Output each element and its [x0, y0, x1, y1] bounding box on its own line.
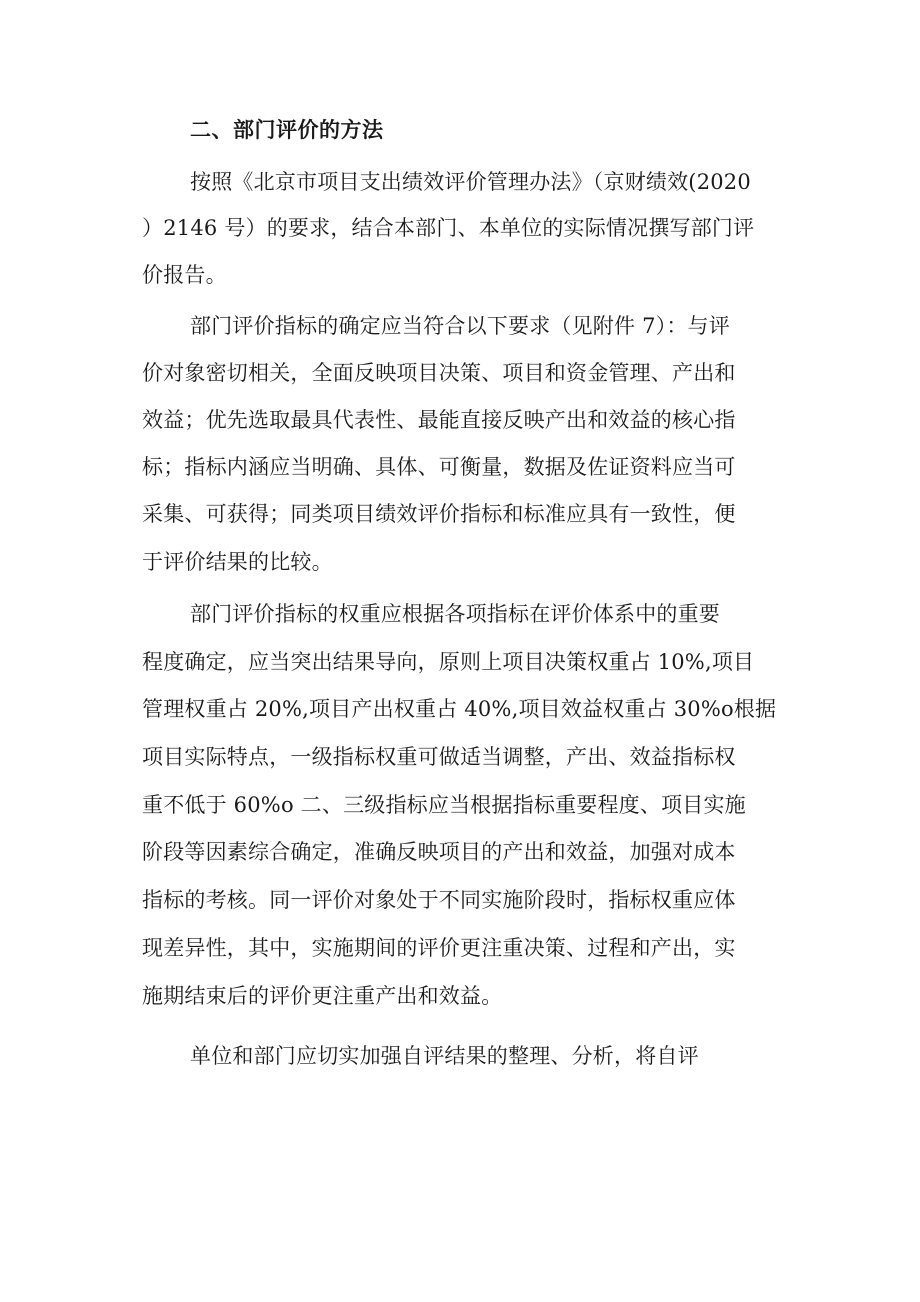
- paragraph-1-line-1: 按照《北京市项目支出绩效评价管理办法》（京财绩效(2020: [190, 170, 751, 194]
- paragraph-3-line-9: 施期结束后的评价更注重产出和效益。: [142, 984, 503, 1008]
- paragraph-2-line-6: 于评价结果的比较。: [142, 550, 333, 574]
- paragraph-1-line-2: ）2146 号）的要求，结合本部门、本单位的实际情况撰写部门评: [142, 216, 755, 240]
- section-heading: 二、部门评价的方法: [190, 118, 384, 142]
- paragraph-3-line-4: 项目实际特点，一级指标权重可做适当调整，产出、效益指标权: [142, 745, 736, 769]
- paragraph-2-line-4: 标；指标内涵应当明确、具体、可衡量，数据及佐证资料应当可: [142, 455, 736, 479]
- paragraph-3-line-3: 管理权重占 20%,项目产出权重占 40%,项目效益权重占 30%o根据: [142, 697, 777, 721]
- paragraph-3-line-2: 程度确定，应当突出结果导向，原则上项目决策权重占 10%,项目: [142, 650, 755, 674]
- paragraph-2-line-3: 效益；优先选取最具代表性、最能直接反映产出和效益的核心指: [142, 408, 736, 432]
- paragraph-3-line-7: 指标的考核。同一评价对象处于不同实施阶段时，指标权重应体: [142, 888, 736, 912]
- paragraph-2-line-5: 采集、可获得；同类项目绩效评价指标和标准应具有一致性，便: [142, 502, 736, 526]
- paragraph-3-line-6: 阶段等因素综合确定，准确反映项目的产出和效益，加强对成本: [142, 840, 736, 864]
- paragraph-3-line-1: 部门评价指标的权重应根据各项指标在评价体系中的重要: [190, 602, 720, 626]
- paragraph-1-line-3: 价报告。: [142, 263, 227, 287]
- paragraph-2-line-1: 部门评价指标的确定应当符合以下要求（见附件 7）：与评: [190, 314, 730, 338]
- paragraph-4-line-1: 单位和部门应切实加强自评结果的整理、分析，将自评: [190, 1044, 699, 1068]
- paragraph-3-line-5: 重不低于 60%o 二、三级指标应当根据指标重要程度、项目实施: [142, 793, 746, 817]
- paragraph-2-line-2: 价对象密切相关，全面反映项目决策、项目和资金管理、产出和: [142, 361, 736, 385]
- paragraph-3-line-8: 现差异性，其中，实施期间的评价更注重决策、过程和产出，实: [142, 936, 736, 960]
